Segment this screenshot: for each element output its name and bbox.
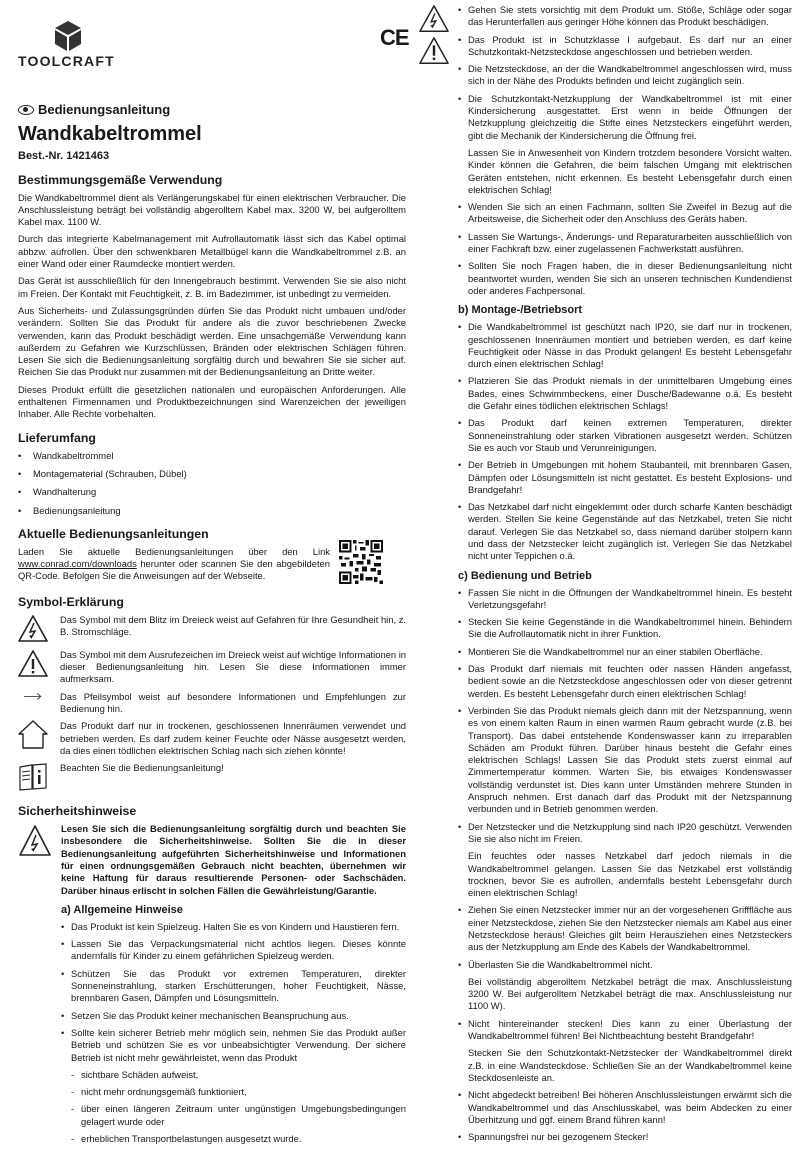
list-item: • Der Betrieb in Umgebungen mit hohem Staubanteil, mit brennbaren Gasen, Dämpfen oder Lösungsmitteln ist nicht gestattet. Es besteht Explosions- und Brandgefahr! bbox=[458, 459, 792, 496]
list-item: • Schützen Sie das Produkt vor extremen Temperaturen, direkter Sonneneinstrahlung, starken Erschütterungen, hoher Feuchtigkeit, Nässe, brennbaren Gasen, Dämpfen und Lösungsmitteln. bbox=[61, 968, 406, 1005]
read-manual-icon bbox=[18, 762, 48, 792]
right-warning-icons bbox=[418, 4, 456, 68]
continuation-paragraph: Ein feuchtes oder nasses Netzkabel darf jedoch niemals in die Wandkabeltrommel gelangen. Lassen Sie das Netzkabel erst vollständig trocknen, bevor Sie es aufrollen, andernfalls besteht Lebensgefahr durch einen elektrischen Schlag! bbox=[468, 850, 792, 899]
product-title: Wandkabeltrommel bbox=[18, 123, 202, 146]
list-item: • Nicht hintereinander stecken! Dies kann zu einer Überlastung der Wandkabeltrommel führen! Bei Nichtbeachtung besteht Brandgefahr! bbox=[458, 1018, 792, 1043]
list-item: • Lassen Sie Wartungs-, Änderungs- und Reparaturarbeiten ausschließlich von einer Fachkraft bzw. einer zugelassenen Fachwerkstatt ausführen. bbox=[458, 231, 792, 256]
list-item: • Das Produkt ist in Schutzklasse I aufgebaut. Es darf nur an einer Schutzkontakt-Netzsteckdose angeschlossen und betrieben werden. bbox=[458, 34, 792, 59]
list-item: - sichtbare Schäden aufweist, bbox=[71, 1069, 406, 1081]
lightning-warning-icon bbox=[18, 614, 48, 644]
brand-name: TOOLCRAFT bbox=[18, 53, 115, 69]
intended-use-paragraph: Durch das integrierte Kabelmanagement mit Aufrollautomatik lässt sich das Kabel optimal abbzw. aufrollen. Über den schwenkbaren Metallbügel kann die Wandkabeltrommel z.B. an einer Wand oder einer Raumdecke montiert werden. bbox=[18, 233, 406, 270]
list-item: • Verbinden Sie das Produkt niemals gleich dann mit der Netzspannung, wenn es von einem kalten Raum in einen warmen Raum gebracht wurde (z.B. bei Transport). Das dabei entstehende Kondenswasser kann zu irreparablen Schäden am Produkt führen. Darüber hinaus besteht die Gefahr eines elektrischen Schlags! Lassen Sie das Produkt stets zuerst einmal auf Zimmertemperatur kommen. Warten Sie, bis etwaiges Kondenswasser vollständig verdunstet ist. Dies kann unter Umständen mehrere Stunden in Anspruch nehmen. Erst danach darf das Produkt mit der Netzspannung verbunden und in Betrieb genommen werden. bbox=[458, 705, 792, 816]
general-notes-list bbox=[61, 921, 406, 1064]
list-item: • Lassen Sie das Verpackungsmaterial nicht achtlos liegen. Dieses könnte andernfalls für Kinder zu einem gefährlichen Spielzeug werden. bbox=[61, 938, 406, 963]
right-column-text bbox=[458, 4, 792, 1143]
damage-conditions-list bbox=[71, 1069, 406, 1145]
scope-heading: Lieferumfang bbox=[18, 430, 96, 445]
download-link[interactable]: www.conrad.com/downloads bbox=[18, 558, 137, 570]
list-item: • Spannungsfrei nur bei gezogenem Stecker! bbox=[458, 1131, 792, 1143]
safety-intro bbox=[18, 823, 406, 1150]
arrow-icon bbox=[18, 691, 48, 709]
continuation-paragraph: Bei vollständig abgerolltem Netzkabel beträgt die max. Anschlussleistung 3200 W. Bei aufgerolltem Netzkabel beträgt die max. Anschlussleistung nur 1100 W). bbox=[468, 975, 792, 1012]
installation-heading: b) Montage-/Betriebsort bbox=[458, 304, 583, 317]
symbol-description: Das Produkt darf nur in trockenen, geschlossenen Innenräumen verwendet und betrieben werden. Es darf zudem keiner Feuchte oder Nässe ausgesetzt werden, da dies einen tödlichen elektrischen Schlag nach sich ziehen könnte! bbox=[60, 720, 406, 756]
toolcraft-logo bbox=[18, 18, 406, 69]
continuation-paragraph: Stecken Sie den Schutzkontakt-Netzstecker der Wandkabeltrommel direkt z.B. in eine Wandsteckdose. Schließen Sie an der Wandkabeltrommel keine Steckdosenleiste an. bbox=[468, 1047, 792, 1083]
ce-mark: CE bbox=[380, 25, 409, 50]
manual-label-text: Bedienungsanleitung bbox=[38, 102, 171, 117]
list-item: • Wandkabeltrommel bbox=[18, 450, 406, 462]
intended-use-paragraph: Dieses Produkt erfüllt die gesetzlichen nationalen und europäischen Anforderungen. Alle enthaltenen Firmennamen und Produktbezeichnungen sind Warenzeichen der jeweiligen Inhaber. Alle Rechte vorbehalten. bbox=[18, 383, 406, 420]
list-item: • Platzieren Sie das Produkt niemals in der unmittelbaren Umgebung eines Bades, eines Schwimmbeckens, einer Dusche/Badewanne o.ä. Es besteht die Gefahr eines tödlichen elektrischen Schlags! bbox=[458, 375, 792, 412]
installation-list bbox=[458, 321, 792, 562]
symbol-row bbox=[18, 691, 406, 716]
toolcraft-cube-icon bbox=[53, 20, 83, 52]
scope-list bbox=[18, 450, 406, 517]
list-item: • Die Netzsteckdose, an der die Wandkabeltrommel angeschlossen wird, muss sich in der Nähe des Produkts befinden und leicht zugänglich sein. bbox=[458, 63, 792, 88]
left-column bbox=[18, 18, 409, 1150]
intended-use-paragraph: Das Gerät ist ausschließlich für den Innengebrauch bestimmt. Verwenden Sie sie also nicht im Freien. Der Kontakt mit Feuchtigkeit, z. B. im Badezimmer, ist unbedingt zu vermeiden. bbox=[18, 275, 406, 299]
symbols-heading: Symbol-Erklärung bbox=[18, 594, 124, 609]
operation-list-cont bbox=[458, 1089, 792, 1143]
list-item: • Der Netzstecker und die Netzkupplung sind nach IP20 geschützt. Verwenden Sie sie also nicht im Freien. bbox=[458, 821, 792, 846]
list-item: • Überlasten Sie die Wandkabeltrommel nicht. bbox=[458, 959, 792, 971]
operation-list-cont bbox=[458, 904, 792, 970]
list-item: • Bedienungsanleitung bbox=[18, 505, 406, 517]
list-item: - erheblichen Transportbelastungen ausgesetzt wurde. bbox=[71, 1133, 406, 1145]
symbol-description: Das Pfeilsymbol weist auf besondere Informationen und Empfehlungen zur Bedienung hin. bbox=[60, 690, 406, 714]
manuals-text bbox=[18, 546, 330, 583]
eye-icon bbox=[18, 105, 34, 115]
house-icon bbox=[18, 720, 48, 750]
list-item: • Die Wandkabeltrommel ist geschützt nach IP20, sie darf nur in trockenen, geschlossenen Innenräumen montiert und betrieben werden, es darf keine Feuchtigkeit oder Nässe in das Produkt gelangen! Es besteht Lebensgefahr durch einen elektrischen Schlag! bbox=[458, 321, 792, 370]
intended-use-paragraph: Die Wandkabeltrommel dient als Verlängerungskabel für einen elektrischen Verbraucher. Die Anschlussleistung beträgt bei vollständig abgerolltem Kabel max. 3200 W, bei aufgerolltem Kabel max. 1100 W. bbox=[18, 191, 406, 228]
list-item: • Montieren Sie die Wandkabeltrommel nur an einer stabilen Oberfläche. bbox=[458, 646, 792, 658]
operation-heading: c) Bedienung und Betrieb bbox=[458, 569, 592, 582]
list-item: • Wenden Sie sich an einen Fachmann, sollten Sie Zweifel in Bezug auf die Arbeitsweise, die Sicherheit oder den Anschluss des Geräts haben. bbox=[458, 201, 792, 226]
list-item: • Das Produkt ist kein Spielzeug. Halten Sie es von Kindern und Haustieren fern. bbox=[61, 921, 406, 933]
lightning-warning-icon bbox=[418, 4, 450, 34]
continuation-paragraph: Lassen Sie in Anwesenheit von Kindern trotzdem besondere Vorsicht walten. Kinder können die Gefahren, die beim falschen Umgang mit elektrischen Geräten entstehen, nicht erkennen. Es besteht Lebensgefahr durch einen elektrischen Schlag! bbox=[468, 146, 792, 195]
qr-code-icon[interactable] bbox=[339, 540, 383, 584]
list-item: • Stecken Sie keine Gegenstände in die Wandkabeltrommel hinein. Behindern Sie die Aufrollautomatik nicht in ihrer Funktion. bbox=[458, 616, 792, 641]
list-item: • Das Produkt darf keinen extremen Temperaturen, direkter Sonneneinstrahlung oder starken Vibrationen ausgesetzt werden. Schützen Sie es auch vor Staub und Verunreinigungen. bbox=[458, 417, 792, 454]
list-item: • Wandhalterung bbox=[18, 486, 406, 498]
exclamation-warning-icon bbox=[418, 36, 450, 66]
list-item: • Sollte kein sicherer Betrieb mehr möglich sein, nehmen Sie das Produkt außer Betrieb und schützen Sie es vor unbeabsichtigter Verwendung. Der sichere Betrieb ist nicht mehr gewährleistet, wenn das Produkt bbox=[61, 1027, 406, 1064]
list-item: • Sollten Sie noch Fragen haben, die in dieser Bedienungsanleitung nicht beantwortet wurden, wenden Sie sich an unseren technischen Kundendienst oder anderes Fachpersonal. bbox=[458, 260, 792, 297]
operation-list bbox=[458, 587, 792, 846]
list-item: - nicht mehr ordnungsgemäß funktioniert, bbox=[71, 1086, 406, 1098]
list-item: • Montagematerial (Schrauben, Dübel) bbox=[18, 468, 406, 480]
manuals-section bbox=[18, 546, 406, 583]
list-item: • Die Schutzkontakt-Netzkupplung der Wandkabeltrommel ist mit einer Kindersicherung ausgestattet. Erst wenn in beide Öffnungen der Netzkupplung gleichzeitig die Stifte eines Netzsteckers eingeführt werden, gibt die Mechanik der Kindersicherung die Öffnung frei. bbox=[458, 93, 792, 142]
exclamation-warning-icon bbox=[18, 649, 48, 679]
right-column bbox=[418, 4, 792, 1148]
list-item: • Fassen Sie nicht in die Öffnungen der Wandkabeltrommel hinein. Es besteht Verletzungsgefahr! bbox=[458, 587, 792, 612]
lightning-warning-icon bbox=[18, 824, 52, 858]
list-item: • Das Netzkabel darf nicht eingeklemmt oder durch scharfe Kanten beschädigt werden. Stellen Sie keine Gegenstände auf das Netzkabel, treten Sie nicht darauf. Verlegen Sie das Netzkabel so, dass niemand darüber stolpern kann und dass der Netzstecker leicht zugänglich ist. Verlegen Sie das Netzkabel nicht unter Teppichen o.ä. bbox=[458, 501, 792, 562]
symbol-row bbox=[18, 649, 406, 686]
general-notes-heading: a) Allgemeine Hinweise bbox=[61, 903, 183, 916]
manuals-heading: Aktuelle Bedienungsanleitungen bbox=[18, 526, 209, 541]
safety-intro-body bbox=[61, 823, 406, 1150]
symbol-description: Das Symbol mit dem Ausrufezeichen im Dreieck weist auf wichtige Informationen in dieser Bedienungsanleitung hin. Lesen Sie diese Informationen immer aufmerksam. bbox=[60, 648, 406, 685]
symbol-row bbox=[18, 762, 406, 792]
safety-intro-text: Lesen Sie sich die Bedienungsanleitung sorgfältig durch und beachten Sie insbesondere die Sicherheitshinweise. Sollten Sie die in dieser Bedienungsanleitung aufgeführten Sicherheitshinweise und Informationen für einen ordnungsgemäßen Gebrauch nicht beachten, übernehmen wir keine Haftung für daraus resultierende Personen- oder Sachschäden. Darüber hinaus erlischt in solchen Fällen die Gewährleistung/Garantie. bbox=[61, 823, 406, 896]
list-item: • Setzen Sie das Produkt keiner mechanischen Beanspruchung aus. bbox=[61, 1010, 406, 1022]
general-notes-list-cont bbox=[458, 4, 792, 142]
list-item: • Nicht abgedeckt betreiben! Bei höheren Anschlussleistungen erwärmt sich die Wandkabeltrommel und das Anschlusskabel, was beim Abdecken zu einer Überhitzung und ggf. einem Brand führen kann! bbox=[458, 1089, 792, 1126]
symbol-description: Das Symbol mit dem Blitz im Dreieck weist auf Gefahren für Ihre Gesundheit hin, z. B. Stromschläge. bbox=[60, 613, 406, 638]
manuals-text-before: Laden Sie aktuelle Bedienungsanleitungen über den Link bbox=[18, 545, 330, 557]
general-notes-list-cont bbox=[458, 201, 792, 297]
order-number: Best.-Nr. 1421463 bbox=[18, 150, 110, 163]
list-item: • Gehen Sie stets vorsichtig mit dem Produkt um. Stöße, Schläge oder sogar das Herunterfallen aus geringer Höhe können das Produkt beschädigen. bbox=[458, 4, 792, 29]
symbol-description: Beachten Sie die Bedienungsanleitung! bbox=[60, 762, 224, 774]
manuals-text-after: herunter oder scannen Sie den abgebildeten QR-Code. Befolgen Sie die Anweisungen auf der Webseite. bbox=[18, 558, 330, 582]
symbol-row bbox=[18, 614, 406, 644]
list-item: • Das Produkt darf niemals mit feuchten oder nassen Händen angefasst, bedient sowie an die Netzsteckdose angeschlossen oder von dieser getrennt werden. Es besteht Lebensgefahr durch einen elektrischen Schlag! bbox=[458, 663, 792, 700]
list-item: • Ziehen Sie einen Netzstecker immer nur an der vorgesehenen Grifffläche aus einer Netzsteckdose, ziehen Sie den Netzstecker niemals am Kabel aus einer Netzsteckdose heraus! Gleiches gilt beim Herausziehen eines Netzsteckers aus der Netzkupplung am Ende des Kabels der Wandkabeltrommel. bbox=[458, 904, 792, 953]
safety-heading: Sicherheitshinweise bbox=[18, 804, 137, 819]
operation-list-cont bbox=[458, 1018, 792, 1043]
intended-use-paragraph: Aus Sicherheits- und Zulassungsgründen dürfen Sie das Produkt nicht umbauen und/oder verändern. Sollten Sie das Produkt für andere als die zuvor beschriebenen Zwecke verwenden, kann das Produkt beschädigt werden. Eine unsachgemäße Verwendung kann außerdem zu Gefahren wie Kurzschlüssen, Bränden oder elektrischen Schlägen führen. Lesen Sie sich die Bedienungsanleitung sorgfältig durch und bewahren Sie sie sicher auf. Reichen Sie das Produkt nur zusammen mit der Bedienungsanleitung an Dritte weiter. bbox=[18, 304, 406, 378]
symbol-row bbox=[18, 720, 406, 757]
list-item: - über einen längeren Zeitraum unter ungünstigen Umgebungsbedingungen gelagert wurde oder bbox=[71, 1103, 406, 1128]
intended-use-heading: Bestimmungsgemäße Verwendung bbox=[18, 172, 223, 187]
manual-label bbox=[18, 104, 406, 116]
